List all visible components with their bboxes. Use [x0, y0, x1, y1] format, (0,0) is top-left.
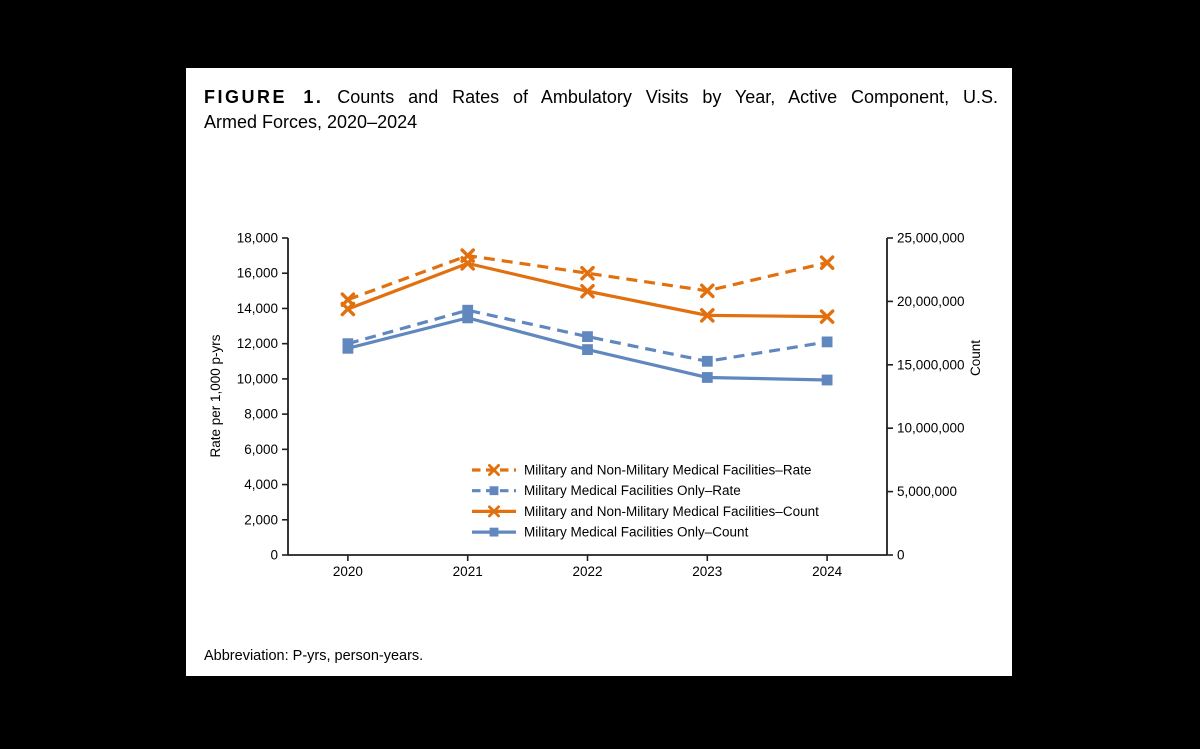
left-axis-tick-label: 16,000 — [236, 265, 278, 281]
left-axis-tick-label: 4,000 — [244, 477, 278, 493]
line-chart — [186, 218, 1012, 618]
left-axis-tick-label: 8,000 — [244, 406, 278, 422]
figure-title — [186, 85, 1012, 135]
left-axis-tick-label: 14,000 — [236, 300, 278, 316]
x-axis-tick-label: 2022 — [572, 564, 603, 579]
left-axis-tick-label: 12,000 — [236, 336, 278, 352]
right-axis-title: Count — [968, 339, 983, 377]
x-axis-tick-label: 2023 — [692, 564, 723, 579]
square-marker — [822, 337, 833, 348]
legend-label: Military and Non-Military Medical Facilities–Count — [524, 503, 819, 519]
right-axis-tick-label: 0 — [897, 547, 905, 563]
square-marker — [822, 375, 833, 386]
square-marker — [702, 356, 713, 367]
x-axis-tick-label: 2020 — [332, 564, 363, 579]
left-axis-title: Rate per 1,000 p-yrs — [208, 334, 223, 458]
square-marker — [582, 344, 593, 355]
left-axis-tick-label: 18,000 — [236, 230, 278, 246]
square-marker — [702, 372, 713, 383]
square-marker — [490, 528, 499, 537]
right-axis-tick-label: 25,000,000 — [897, 230, 965, 246]
legend-label: Military Medical Facilities Only–Rate — [524, 483, 741, 499]
x-axis-tick-label: 2024 — [812, 564, 843, 579]
right-axis-tick-label: 20,000,000 — [897, 293, 965, 309]
right-axis-tick-label: 5,000,000 — [897, 484, 958, 500]
figure-number-label: FIGURE 1. — [204, 87, 324, 107]
x-axis-tick-label: 2021 — [452, 564, 483, 579]
figure-title-line1 — [204, 85, 998, 110]
right-axis-tick-label: 10,000,000 — [897, 420, 965, 436]
square-marker — [490, 486, 499, 495]
figure-title-text: Counts and Rates of Ambulatory Visits by Year, Active Component, U.S. — [337, 87, 998, 107]
left-axis-tick-label: 2,000 — [244, 512, 278, 528]
abbreviation-note: Abbreviation: P-yrs, person-years. — [204, 648, 424, 664]
figure-title-line2: Armed Forces, 2020–2024 — [204, 112, 418, 132]
legend-label: Military and Non-Military Medical Facilities–Rate — [524, 462, 812, 478]
square-marker — [343, 338, 354, 349]
figure-panel — [186, 68, 1012, 676]
left-axis-tick-label: 6,000 — [244, 441, 278, 457]
left-axis-tick-label: 0 — [270, 547, 278, 563]
legend-label: Military Medical Facilities Only–Count — [524, 524, 749, 540]
square-marker — [582, 331, 593, 342]
left-axis-tick-label: 10,000 — [236, 371, 278, 387]
right-axis-tick-label: 15,000,000 — [897, 357, 965, 373]
square-marker — [462, 305, 473, 316]
